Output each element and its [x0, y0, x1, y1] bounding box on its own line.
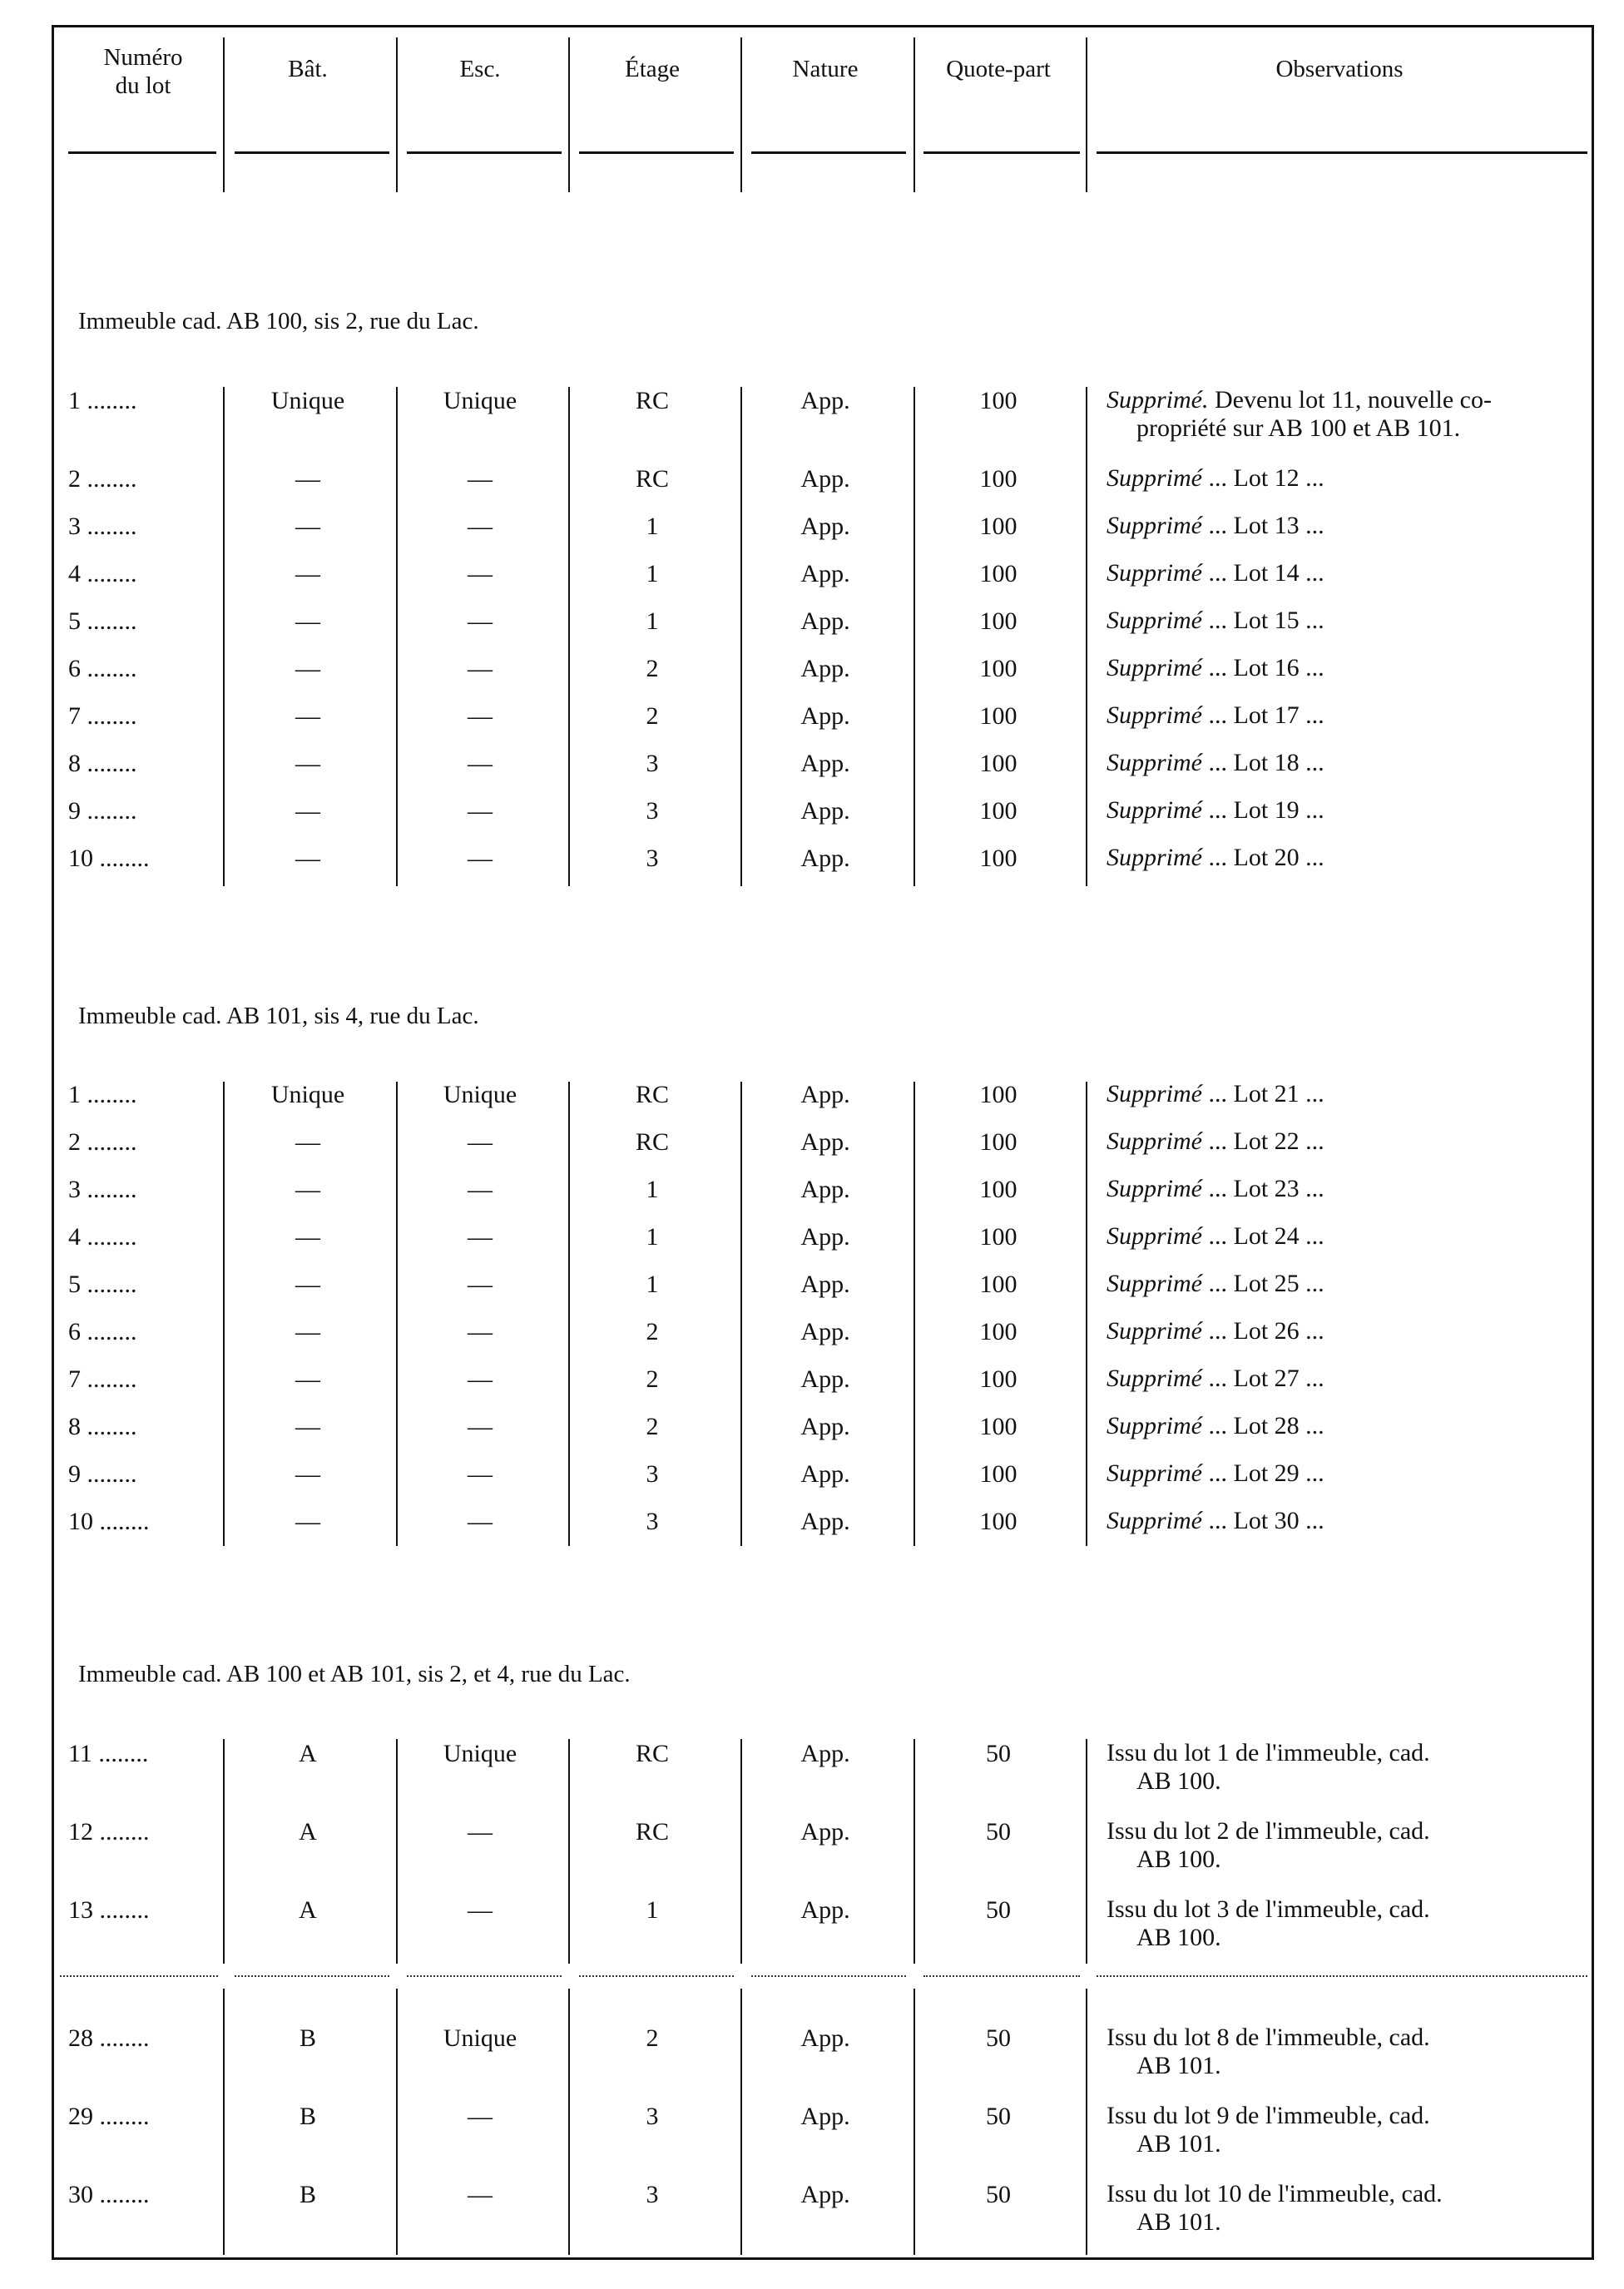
column-divider: [568, 37, 570, 192]
cell-quote: 100: [979, 1365, 1017, 1393]
cell-bat: —: [295, 513, 320, 540]
cell-nature: App.: [800, 2103, 850, 2130]
cell-nature: App.: [800, 655, 850, 682]
obs-italic: Supprimé: [1107, 1459, 1202, 1487]
cell-etage: RC: [635, 1818, 670, 1846]
cell-observations: [1107, 1895, 1589, 1952]
cell-bat: —: [295, 1318, 320, 1345]
cell-etage: RC: [635, 1740, 670, 1767]
cell-observations: [1107, 796, 1589, 825]
header-underline: [579, 151, 734, 154]
obs-text: ... Lot 18 ...: [1202, 749, 1324, 776]
cell-quote: 100: [979, 607, 1017, 635]
obs-italic: Supprimé: [1107, 701, 1202, 729]
cell-esc: Unique: [443, 1740, 517, 1767]
elision-separator: [407, 1975, 562, 1977]
cell-etage: RC: [635, 465, 670, 493]
obs-line2: AB 100.: [1136, 1924, 1221, 1951]
cell-lot: 13 ........: [68, 1896, 150, 1924]
cell-observations: [1107, 1507, 1589, 1535]
obs-text: ... Lot 13 ...: [1202, 512, 1324, 539]
obs-text: Issu du lot 3 de l'immeuble, cad.: [1107, 1895, 1430, 1923]
cell-quote: 100: [979, 1128, 1017, 1156]
cell-lot: 8 ........: [68, 750, 137, 777]
cell-lot: 7 ........: [68, 1365, 137, 1393]
elision-separator: [235, 1975, 389, 1977]
cell-etage: 2: [646, 1365, 659, 1393]
elision-separator: [60, 1975, 218, 1977]
column-divider: [914, 387, 915, 886]
cell-lot: 29 ........: [68, 2103, 150, 2130]
cell-nature: App.: [800, 1413, 850, 1440]
column-divider: [740, 1989, 742, 2255]
obs-italic: Supprimé: [1107, 512, 1202, 539]
obs-text: ... Lot 27 ...: [1202, 1365, 1324, 1392]
cell-lot: 28 ........: [68, 2024, 150, 2052]
cell-esc: —: [468, 702, 493, 730]
obs-line2: AB 101.: [1136, 2208, 1221, 2236]
obs-text: Issu du lot 10 de l'immeuble, cad.: [1107, 2180, 1443, 2207]
cell-observations: [1107, 2102, 1589, 2158]
cell-esc: Unique: [443, 387, 517, 414]
cell-quote: 100: [979, 513, 1017, 540]
cell-etage: 2: [646, 702, 659, 730]
cell-nature: App.: [800, 1460, 850, 1488]
cell-bat: —: [295, 1176, 320, 1203]
obs-text: ... Lot 30 ...: [1202, 1507, 1324, 1534]
cell-lot: 2 ........: [68, 465, 137, 493]
cell-esc: —: [468, 1128, 493, 1156]
cell-bat: —: [295, 797, 320, 825]
obs-text: ... Lot 20 ...: [1202, 844, 1324, 871]
obs-italic: Supprimé: [1107, 1080, 1202, 1107]
cell-quote: 100: [979, 1318, 1017, 1345]
cell-lot: 7 ........: [68, 702, 137, 730]
column-divider: [568, 1989, 570, 2255]
obs-italic: Supprimé: [1107, 464, 1202, 492]
cell-bat: —: [295, 1508, 320, 1535]
cell-lot: 5 ........: [68, 1271, 137, 1298]
header-lot-line1: Numéro: [103, 44, 183, 71]
cell-lot: 3 ........: [68, 1176, 137, 1203]
cell-quote: 100: [979, 1460, 1017, 1488]
cell-observations: [1107, 844, 1589, 872]
obs-italic: Supprimé: [1107, 1127, 1202, 1155]
cell-etage: 1: [646, 1271, 659, 1298]
cell-quote: 100: [979, 1508, 1017, 1535]
column-divider: [223, 37, 225, 192]
cell-lot: 2 ........: [68, 1128, 137, 1156]
column-divider: [568, 1082, 570, 1546]
cell-nature: App.: [800, 1081, 850, 1108]
cell-quote: 100: [979, 702, 1017, 730]
cell-bat: B: [299, 2024, 316, 2052]
section-title: Immeuble cad. AB 101, sis 4, rue du Lac.: [78, 1003, 479, 1029]
cell-etage: RC: [635, 387, 670, 414]
column-divider: [740, 37, 742, 192]
section-title: Immeuble cad. AB 100 et AB 101, sis 2, et 4, rue du Lac.: [78, 1661, 631, 1687]
cell-nature: App.: [800, 2024, 850, 2052]
cell-lot: 8 ........: [68, 1413, 137, 1440]
cell-observations: [1107, 2180, 1589, 2237]
obs-italic: Supprimé: [1107, 1412, 1202, 1439]
cell-nature: App.: [800, 1271, 850, 1298]
cell-lot: 6 ........: [68, 1318, 137, 1345]
obs-text: Issu du lot 2 de l'immeuble, cad.: [1107, 1817, 1430, 1845]
cell-etage: 3: [646, 2181, 659, 2208]
column-divider: [1086, 37, 1087, 192]
obs-italic: Supprimé: [1107, 654, 1202, 681]
header-quote-part: Quote-part: [946, 56, 1051, 82]
cell-bat: —: [295, 1460, 320, 1488]
cell-esc: —: [468, 1460, 493, 1488]
cell-quote: 100: [979, 1081, 1017, 1108]
obs-text: ... Lot 17 ...: [1202, 701, 1324, 729]
cell-esc: —: [468, 465, 493, 493]
cell-etage: RC: [635, 1081, 670, 1108]
cell-quote: 50: [986, 1818, 1011, 1846]
cell-observations: [1107, 1459, 1589, 1488]
cell-esc: —: [468, 2181, 493, 2208]
cell-bat: —: [295, 1223, 320, 1251]
cell-esc: —: [468, 1365, 493, 1393]
cell-etage: 3: [646, 2103, 659, 2130]
cell-esc: —: [468, 1271, 493, 1298]
cell-lot: 4 ........: [68, 1223, 137, 1251]
column-divider: [396, 37, 398, 192]
cell-nature: App.: [800, 1128, 850, 1156]
cell-observations: [1107, 1739, 1589, 1796]
cell-nature: App.: [800, 1318, 850, 1345]
cell-quote: 100: [979, 797, 1017, 825]
cell-bat: —: [295, 1365, 320, 1393]
cell-observations: [1107, 701, 1589, 730]
obs-line2: AB 100.: [1136, 1767, 1221, 1795]
cell-nature: App.: [800, 797, 850, 825]
cell-etage: 2: [646, 1413, 659, 1440]
cell-nature: App.: [800, 387, 850, 414]
cell-nature: App.: [800, 1223, 850, 1251]
cell-etage: 2: [646, 1318, 659, 1345]
obs-text: ... Lot 23 ...: [1202, 1175, 1324, 1202]
cell-etage: 3: [646, 1460, 659, 1488]
cell-quote: 50: [986, 1740, 1011, 1767]
column-divider: [740, 1082, 742, 1546]
column-divider: [223, 1989, 225, 2255]
cell-quote: 50: [986, 2024, 1011, 2052]
cell-lot: 11 ........: [68, 1740, 149, 1767]
cell-esc: —: [468, 607, 493, 635]
cell-quote: 100: [979, 465, 1017, 493]
obs-text: Devenu lot 11, nouvelle co-: [1208, 386, 1492, 414]
cell-bat: Unique: [270, 1081, 345, 1108]
obs-italic: Supprimé: [1107, 749, 1202, 776]
obs-text: ... Lot 15 ...: [1202, 607, 1324, 634]
cell-nature: App.: [800, 845, 850, 872]
cell-nature: App.: [800, 465, 850, 493]
column-divider: [1086, 387, 1087, 886]
cell-etage: 3: [646, 797, 659, 825]
column-divider: [740, 387, 742, 886]
column-divider: [914, 1739, 915, 1964]
cell-esc: Unique: [443, 1081, 517, 1108]
obs-text: Issu du lot 9 de l'immeuble, cad.: [1107, 2102, 1430, 2129]
cell-bat: —: [295, 607, 320, 635]
cell-nature: App.: [800, 702, 850, 730]
cell-esc: —: [468, 2103, 493, 2130]
column-divider: [223, 387, 225, 886]
cell-etage: 1: [646, 1176, 659, 1203]
cell-bat: A: [299, 1818, 317, 1846]
cell-esc: —: [468, 1413, 493, 1440]
column-divider: [396, 1989, 398, 2255]
cell-observations: [1107, 1175, 1589, 1203]
cell-nature: App.: [800, 1508, 850, 1535]
cell-observations: [1107, 1317, 1589, 1345]
cell-bat: —: [295, 845, 320, 872]
obs-line2: AB 100.: [1136, 1846, 1221, 1873]
cell-nature: App.: [800, 1896, 850, 1924]
header-lot-line2: du lot: [115, 72, 171, 99]
cell-etage: 2: [646, 2024, 659, 2052]
column-divider: [740, 1739, 742, 1964]
cell-observations: [1107, 2024, 1589, 2080]
cell-lot: 9 ........: [68, 1460, 137, 1488]
obs-line2: AB 101.: [1136, 2130, 1221, 2158]
cell-esc: —: [468, 560, 493, 587]
obs-italic: Supprimé: [1107, 1270, 1202, 1297]
column-divider: [914, 1082, 915, 1546]
cell-observations: [1107, 607, 1589, 635]
column-divider: [396, 387, 398, 886]
cell-etage: 2: [646, 655, 659, 682]
column-divider: [396, 1082, 398, 1546]
cell-nature: App.: [800, 2181, 850, 2208]
cell-etage: 3: [646, 750, 659, 777]
column-divider: [223, 1082, 225, 1546]
cell-quote: 100: [979, 845, 1017, 872]
cell-esc: —: [468, 1818, 493, 1846]
cell-nature: App.: [800, 1365, 850, 1393]
elision-separator: [923, 1975, 1080, 1977]
cell-bat: B: [299, 2181, 316, 2208]
obs-text: ... Lot 26 ...: [1202, 1317, 1324, 1345]
obs-text: ... Lot 25 ...: [1202, 1270, 1324, 1297]
cell-observations: [1107, 654, 1589, 682]
column-divider: [568, 387, 570, 886]
cell-bat: —: [295, 1413, 320, 1440]
obs-text: ... Lot 12 ...: [1202, 464, 1324, 492]
obs-text: ... Lot 24 ...: [1202, 1222, 1324, 1250]
header-lot-number: [68, 43, 218, 100]
column-divider: [396, 1739, 398, 1964]
obs-line2: propriété sur AB 100 et AB 101.: [1136, 414, 1461, 442]
obs-text: ... Lot 16 ...: [1202, 654, 1324, 681]
column-divider: [1086, 1082, 1087, 1546]
cell-nature: App.: [800, 750, 850, 777]
cell-quote: 100: [979, 655, 1017, 682]
cell-etage: 3: [646, 1508, 659, 1535]
cell-bat: —: [295, 560, 320, 587]
header-observations: Observations: [1275, 56, 1404, 82]
cell-lot: 12 ........: [68, 1818, 150, 1846]
cell-etage: 1: [646, 1896, 659, 1924]
cell-quote: 50: [986, 1896, 1011, 1924]
elision-separator: [579, 1975, 734, 1977]
cell-bat: —: [295, 655, 320, 682]
elision-separator: [1097, 1975, 1587, 1977]
obs-text: ... Lot 19 ...: [1202, 796, 1324, 824]
obs-italic: Supprimé: [1107, 607, 1202, 634]
cell-esc: —: [468, 655, 493, 682]
header-nature: Nature: [792, 56, 859, 82]
cell-esc: —: [468, 750, 493, 777]
cell-etage: 3: [646, 845, 659, 872]
cell-nature: App.: [800, 1818, 850, 1846]
obs-italic: Supprimé: [1107, 844, 1202, 871]
obs-text: ... Lot 29 ...: [1202, 1459, 1324, 1487]
cell-quote: 100: [979, 387, 1017, 414]
cell-etage: 1: [646, 513, 659, 540]
cell-quote: 50: [986, 2181, 1011, 2208]
column-divider: [1086, 1739, 1087, 1964]
cell-observations: [1107, 1817, 1589, 1874]
cell-observations: [1107, 559, 1589, 587]
cell-bat: A: [299, 1740, 317, 1767]
obs-italic: Supprimé.: [1107, 386, 1209, 414]
cell-etage: 1: [646, 1223, 659, 1251]
header-underline: [1097, 151, 1587, 154]
obs-italic: Supprimé: [1107, 1222, 1202, 1250]
obs-italic: Supprimé: [1107, 1175, 1202, 1202]
obs-italic: Supprimé: [1107, 559, 1202, 587]
cell-observations: [1107, 749, 1589, 777]
cell-esc: —: [468, 513, 493, 540]
cell-quote: 100: [979, 1176, 1017, 1203]
cell-lot: 4 ........: [68, 560, 137, 587]
cell-observations: [1107, 1080, 1589, 1108]
header-underline: [407, 151, 562, 154]
header-underline: [235, 151, 389, 154]
cell-observations: [1107, 1222, 1589, 1251]
obs-text: ... Lot 21 ...: [1202, 1080, 1324, 1107]
cell-lot: 1 ........: [68, 1081, 137, 1108]
column-divider: [568, 1739, 570, 1964]
cell-lot: 10 ........: [68, 845, 150, 872]
header-underline: [751, 151, 906, 154]
cell-etage: 1: [646, 560, 659, 587]
cell-bat: Unique: [270, 387, 345, 414]
cell-lot: 6 ........: [68, 655, 137, 682]
cell-quote: 100: [979, 1271, 1017, 1298]
cell-bat: A: [299, 1896, 317, 1924]
cell-observations: [1107, 464, 1589, 493]
cell-bat: —: [295, 1128, 320, 1156]
obs-text: ... Lot 14 ...: [1202, 559, 1324, 587]
cell-bat: —: [295, 702, 320, 730]
obs-text: Issu du lot 8 de l'immeuble, cad.: [1107, 2024, 1430, 2051]
column-divider: [1086, 1989, 1087, 2255]
cell-nature: App.: [800, 513, 850, 540]
section-title: Immeuble cad. AB 100, sis 2, rue du Lac.: [78, 308, 479, 334]
cell-esc: —: [468, 1896, 493, 1924]
obs-line2: AB 101.: [1136, 2052, 1221, 2079]
obs-text: ... Lot 22 ...: [1202, 1127, 1324, 1155]
cell-lot: 1 ........: [68, 387, 137, 414]
column-divider: [914, 37, 915, 192]
obs-italic: Supprimé: [1107, 1317, 1202, 1345]
cell-esc: —: [468, 1223, 493, 1251]
cell-esc: —: [468, 1508, 493, 1535]
cell-esc: Unique: [443, 2024, 517, 2052]
cell-nature: App.: [800, 1740, 850, 1767]
cell-quote: 50: [986, 2103, 1011, 2130]
elision-separator: [751, 1975, 906, 1977]
cell-lot: 30 ........: [68, 2181, 150, 2208]
cell-quote: 100: [979, 560, 1017, 587]
cell-observations: [1107, 1270, 1589, 1298]
cell-lot: 10 ........: [68, 1508, 150, 1535]
cell-bat: —: [295, 1271, 320, 1298]
column-divider: [914, 1989, 915, 2255]
cell-esc: —: [468, 845, 493, 872]
obs-text: ... Lot 28 ...: [1202, 1412, 1324, 1439]
cell-observations: [1107, 1127, 1589, 1156]
cell-etage: RC: [635, 1128, 670, 1156]
cell-bat: —: [295, 750, 320, 777]
cell-quote: 100: [979, 750, 1017, 777]
cell-etage: 1: [646, 607, 659, 635]
header-esc: Esc.: [459, 56, 501, 82]
cell-observations: [1107, 386, 1589, 443]
cell-esc: —: [468, 797, 493, 825]
obs-italic: Supprimé: [1107, 1507, 1202, 1534]
cell-esc: —: [468, 1176, 493, 1203]
obs-italic: Supprimé: [1107, 796, 1202, 824]
cell-observations: [1107, 1365, 1589, 1393]
cell-observations: [1107, 1412, 1589, 1440]
cell-nature: App.: [800, 560, 850, 587]
header-underline: [68, 151, 216, 154]
obs-text: Issu du lot 1 de l'immeuble, cad.: [1107, 1739, 1430, 1766]
cell-nature: App.: [800, 1176, 850, 1203]
cell-observations: [1107, 512, 1589, 540]
cell-lot: 5 ........: [68, 607, 137, 635]
cell-nature: App.: [800, 607, 850, 635]
header-etage: Étage: [624, 56, 680, 82]
cell-lot: 9 ........: [68, 797, 137, 825]
column-divider: [223, 1739, 225, 1964]
obs-italic: Supprimé: [1107, 1365, 1202, 1392]
cell-bat: —: [295, 465, 320, 493]
cell-bat: B: [299, 2103, 316, 2130]
cell-quote: 100: [979, 1413, 1017, 1440]
cell-esc: —: [468, 1318, 493, 1345]
cell-quote: 100: [979, 1223, 1017, 1251]
cell-lot: 3 ........: [68, 513, 137, 540]
header-underline: [923, 151, 1080, 154]
header-bat: Bât.: [288, 56, 328, 82]
